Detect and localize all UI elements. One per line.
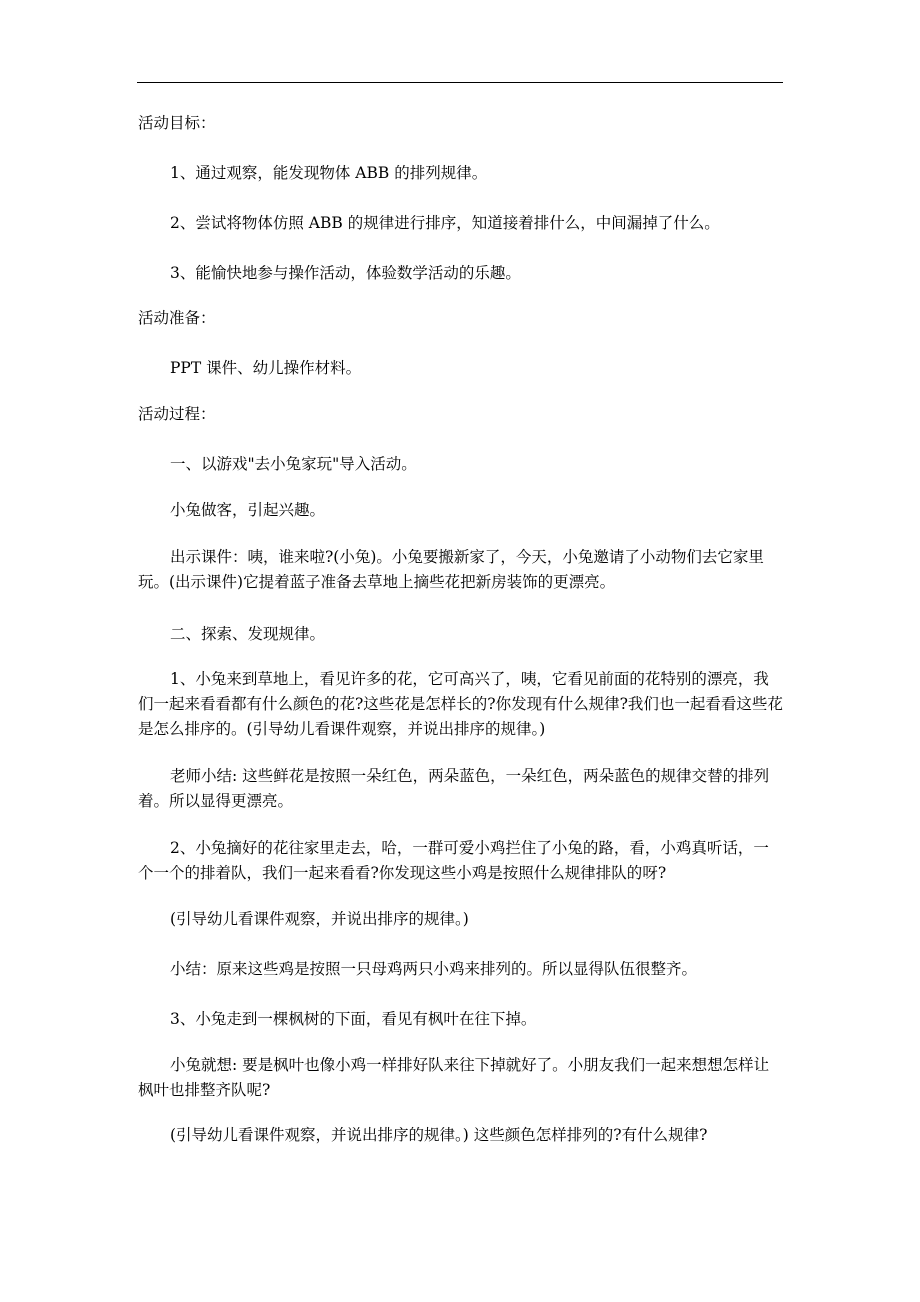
section-2-paragraph-2: 老师小结: 这些鲜花是按照一朵红色，两朵蓝色，一朵红色，两朵蓝色的规律交替的排列着。所以显得更漂亮。	[138, 767, 770, 810]
section-2-paragraph-6: 3、小兔走到一棵枫树的下面，看见有枫叶在往下掉。	[170, 1010, 537, 1028]
process-heading: 活动过程：	[138, 405, 216, 423]
section-1-body: 出示课件：咦，谁来啦?(小兔)。小兔要搬新家了，今天，小兔邀请了小动物们去它家里玩。(出示课件)它提着蓝子准备去草地上摘些花把新房装饰的更漂亮。	[138, 548, 764, 591]
header-rule	[137, 82, 783, 83]
prep-text: PPT 课件、幼儿操作材料。	[170, 359, 362, 377]
goals-heading: 活动目标：	[138, 114, 216, 132]
prep-heading: 活动准备：	[138, 309, 216, 327]
section-2-paragraph-5: 小结：原来这些鸡是按照一只母鸡两只小鸡来排列的。所以显得队伍很整齐。	[170, 960, 698, 978]
section-2-paragraph-7: 小兔就想: 要是枫叶也像小鸡一样排好队来往下掉就好了。小朋友我们一起来想想怎样让枫叶也排整齐队呢?	[138, 1056, 770, 1099]
goal-item-1: 1、通过观察，能发现物体 ABB 的排列规律。	[170, 164, 488, 182]
section-1-subtitle: 小兔做客，引起兴趣。	[170, 501, 326, 519]
section-2-paragraph-4: (引导幼儿看课件观察，并说出排序的规律。)	[170, 910, 469, 928]
section-2-title: 二、探索、发现规律。	[170, 625, 326, 643]
section-1-title: 一、以游戏"去小兔家玩"导入活动。	[170, 455, 417, 473]
section-2-paragraph-3: 2、小兔摘好的花往家里走去，哈，一群可爱小鸡拦住了小兔的路，看，小鸡真听话，一个一个的排着队，我们一起来看看?你发现这些小鸡是按照什么规律排队的呀?	[138, 839, 769, 882]
goal-item-3: 3、能愉快地参与操作活动，体验数学活动的乐趣。	[170, 264, 521, 282]
section-2-paragraph-1: 1、小兔来到草地上，看见许多的花，它可高兴了，咦，它看见前面的花特别的漂亮，我们一起来看看都有什么颜色的花?这些花是怎样长的?你发现有什么规律?我们也一起看看这些花是怎么排序的。(引导幼儿看课件观察，并说出排序的规律。)	[138, 670, 783, 738]
section-2-paragraph-8: (引导幼儿看课件观察，并说出排序的规律。) 这些颜色怎样排列的?有什么规律?	[170, 1126, 708, 1144]
goal-item-2: 2、尝试将物体仿照 ABB 的规律进行排序，知道接着排什么，中间漏掉了什么。	[170, 214, 720, 232]
